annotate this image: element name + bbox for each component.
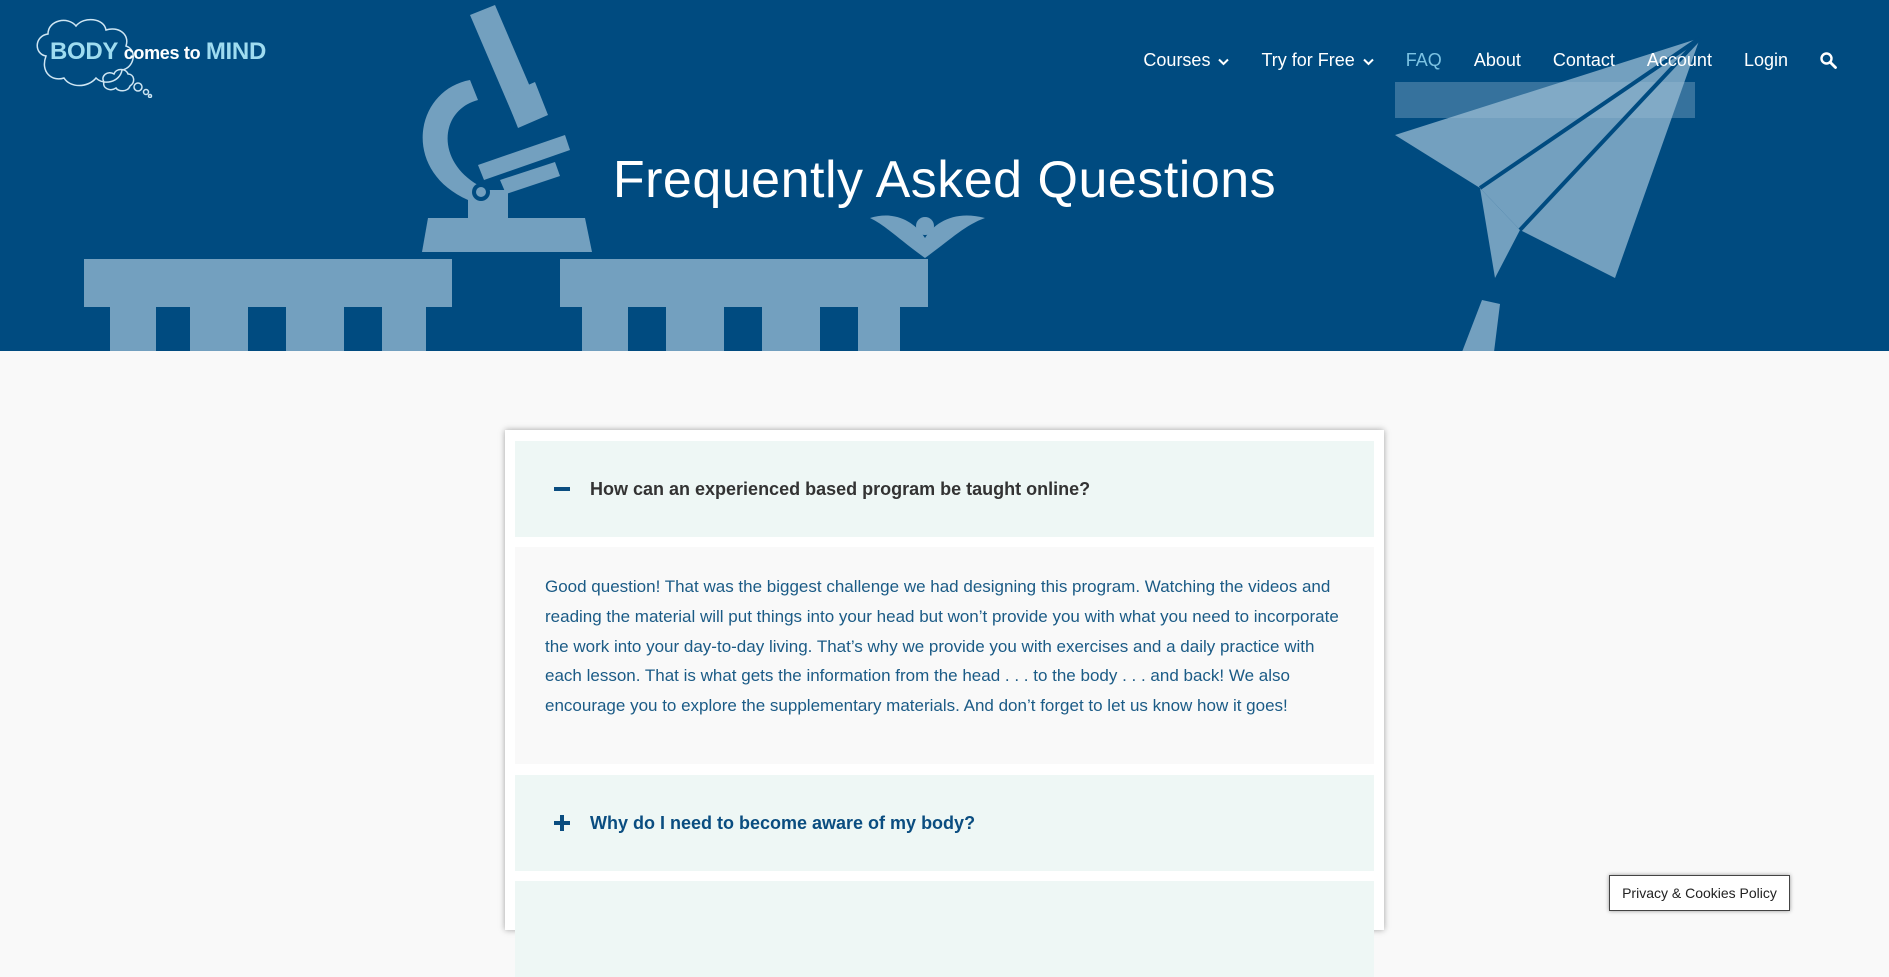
nav-label: Try for Free xyxy=(1261,49,1355,70)
faq-question-text: Why do I need to become aware of my body? xyxy=(590,812,976,833)
hero-banner xyxy=(0,0,1889,351)
nav-label: Contact xyxy=(1552,49,1615,70)
nav-label: About xyxy=(1473,49,1521,70)
privacy-cookies-policy-button[interactable]: Privacy & Cookies Policy xyxy=(1609,875,1790,911)
nav-label: Account xyxy=(1646,49,1712,70)
nav-item-about[interactable] xyxy=(1474,50,1521,71)
search-icon[interactable] xyxy=(1820,52,1837,69)
plus-icon xyxy=(554,815,570,831)
chevron-down-icon xyxy=(1218,50,1229,71)
nav-item-courses[interactable] xyxy=(1143,50,1229,71)
minus-icon xyxy=(554,481,570,497)
nav-label: Login xyxy=(1743,49,1788,70)
main-navigation xyxy=(1143,47,1889,73)
logo-body-text: BODY xyxy=(50,38,119,65)
faq-question-toggle[interactable] xyxy=(515,441,1374,537)
nav-label: Courses xyxy=(1143,49,1211,70)
nav-item-faq[interactable] xyxy=(1406,50,1442,71)
logo-mind-text: MIND xyxy=(205,38,266,65)
faq-answer-panel xyxy=(515,547,1374,764)
chevron-down-icon xyxy=(1363,50,1374,71)
logo-comes-to-text: comes to xyxy=(123,43,201,63)
logo-wordmark xyxy=(50,38,266,66)
faq-accordion xyxy=(505,430,1384,930)
nav-item-login[interactable] xyxy=(1744,50,1788,71)
page-title: Frequently Asked Questions xyxy=(612,151,1277,209)
nav-item-account[interactable] xyxy=(1647,50,1712,71)
faq-answer-text: Good question! That was the biggest challenge we had designing this program. Watching the videos and reading the material will put things into your head but won’t provide you with what you need to incorporate the work into your day-to-day living. That’s why we provide you with exercises and a daily practice with each lesson. That is what gets the information from the head . . . to the body . . . and back! We also encourage you to explore the supplementary materials. And don’t forget to let us know how it goes! xyxy=(545,577,1339,716)
faq-question-text: How can an experienced based program be taught online? xyxy=(590,478,1091,499)
nav-label: FAQ xyxy=(1405,49,1442,70)
nav-item-try-for-free[interactable] xyxy=(1261,50,1373,71)
faq-question-toggle[interactable] xyxy=(515,881,1374,977)
site-logo[interactable] xyxy=(34,16,264,98)
faq-question-toggle[interactable] xyxy=(515,775,1374,871)
nav-item-contact[interactable] xyxy=(1553,50,1615,71)
